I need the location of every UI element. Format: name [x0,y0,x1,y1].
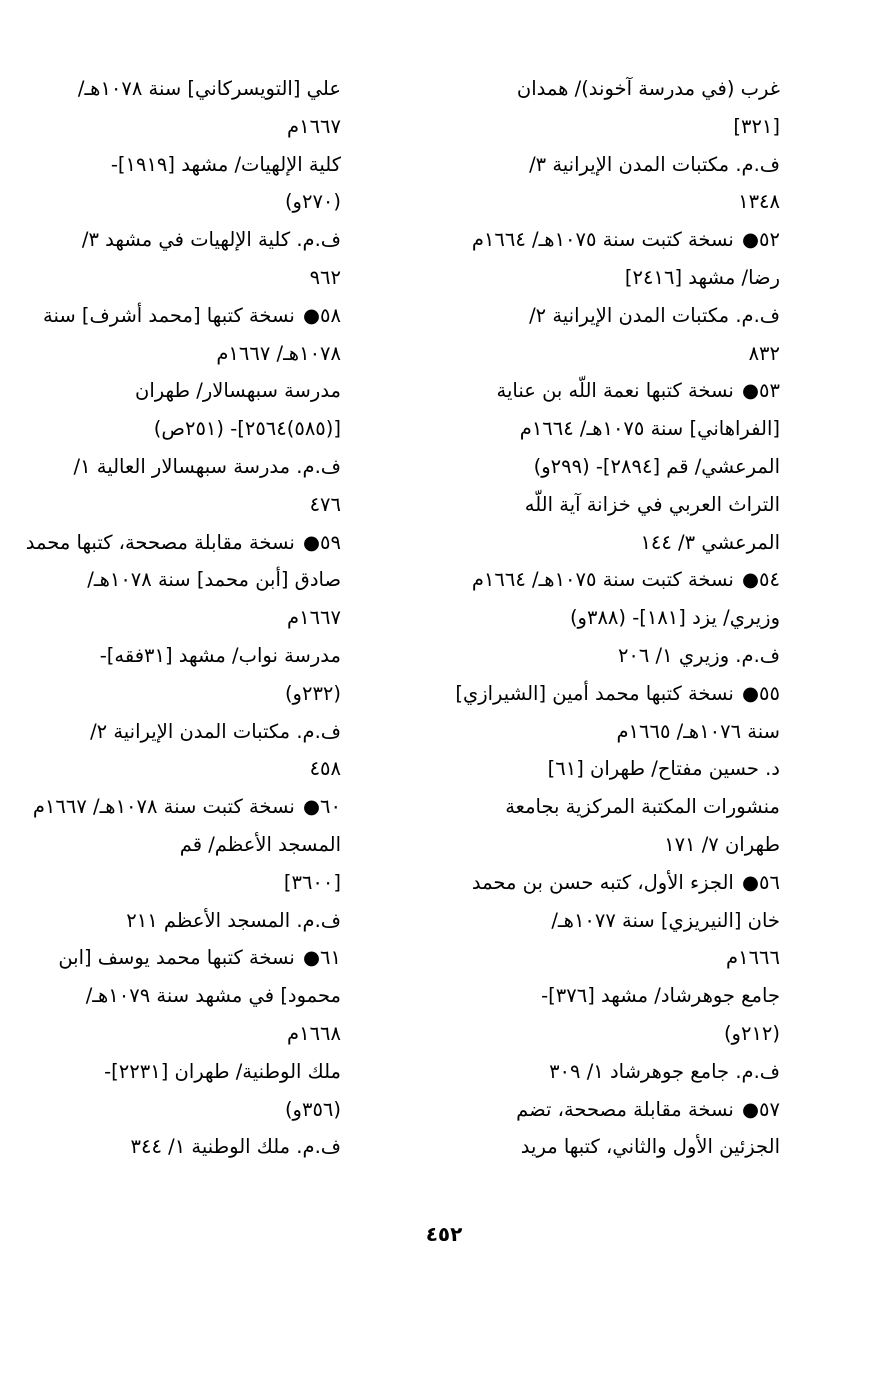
text-line [41,675,341,713]
text-line [41,410,341,448]
line-text: ١٦٦٧م [287,606,341,630]
text-line [41,1091,341,1129]
page-number: ٤٥٢ [425,1222,463,1246]
text-line [440,637,780,675]
text-line [440,902,780,940]
entry-number: ٥٦ [759,870,780,894]
entry-heading-line [440,372,780,410]
line-text: (٢٧٠و) [284,190,341,214]
text-line [440,1053,780,1091]
text-line [41,561,341,599]
entry-heading-line [41,297,341,335]
entry-text: نسخة مقابلة مصححة، تضم [516,1097,734,1121]
line-text: ١٦٦٧م [287,114,341,138]
line-text: منشورات المكتبة المركزية بجامعة [505,795,780,819]
text-line [440,826,780,864]
line-text: كلية الإلهيات/ مشهد [١٩١٩]- [110,152,341,176]
line-text: المسجد الأعظم/ قم [179,832,341,856]
entry-heading-line [25,524,341,562]
entry-text: نسخة مقابلة مصححة، كتبها محمد [25,530,295,554]
entry-heading-line [41,939,341,977]
bullet-icon: ● [303,795,321,819]
entry-text: نسخة كتبت سنة ١٠٧٥هـ/ ١٦٦٤م [471,228,734,252]
line-text: ملك الوطنية/ طهران [٢٢٣١]- [104,1059,341,1083]
text-line [440,977,780,1015]
line-text: [٣٢١] [733,114,780,138]
text-line [41,108,341,146]
line-text: محمود] في مشهد سنة ١٠٧٩هـ/ [85,984,341,1008]
bullet-icon: ● [742,1097,760,1121]
line-text: المرعشي/ قم [٢٨٩٤]- (٢٩٩و) [533,454,780,478]
entry-text: نسخة كتبها محمد يوسف [ابن [58,946,295,970]
bullet-icon: ● [303,946,321,970]
entry-text: نسخة كتبت سنة ١٠٧٥هـ/ ١٦٦٤م [471,568,734,592]
line-text: ف.م. وزيري ١/ ٢٠٦ [617,643,780,667]
entry-number: ٥٣ [759,379,780,403]
entry-number: ٥٩ [320,530,341,554]
line-text: [٣٦٠٠] [283,870,341,894]
line-text: ف.م. مكتبات المدن الإيرانية ٣/ [529,152,780,176]
text-line [440,713,780,751]
entry-number: ٥٥ [759,681,780,705]
line-text: ف.م. ملك الوطنية ١/ ٣٤٤ [130,1135,341,1159]
text-line [440,939,780,977]
text-line [440,108,780,146]
line-text: مدرسة سبهسالار/ طهران [135,379,341,403]
line-text: ١٠٧٨هـ/ ١٦٦٧م [216,341,341,365]
line-text: التراث العربي في خزانة آية اللّه [524,492,780,516]
text-line [41,902,341,940]
text-line [41,1128,341,1166]
text-line [440,70,780,108]
bullet-icon: ● [303,530,321,554]
text-line [41,750,341,788]
text-line [440,335,780,373]
line-text: [(٥٨٥)٢٥٦٤]- (٢٥١ص) [153,417,341,441]
text-line [41,486,341,524]
text-line [440,1015,780,1053]
line-text: (٢١٢و) [723,1021,780,1045]
line-text: صادق [أبن محمد] سنة ١٠٧٨هـ/ [87,568,341,592]
text-line [440,448,780,486]
entry-text: الجزء الأول، كتبه حسن بن محمد [471,870,734,894]
entry-number: ٥٨ [320,303,341,327]
line-text: ف.م. مكتبات المدن الإيرانية ٢/ [529,303,780,327]
entry-number: ٥٧ [759,1097,780,1121]
line-text: وزيري/ يزد [١٨١]- (٣٨٨و) [569,606,780,630]
line-text: غرب (في مدرسة آخوند)/ همدان [516,77,780,100]
line-text: ف.م. جامع جوهرشاد ١/ ٣٠٩ [549,1059,780,1083]
right-column [440,70,780,1166]
text-line [41,1015,341,1053]
text-line [41,713,341,751]
line-text: سنة ١٠٧٦هـ/ ١٦٦٥م [616,719,780,743]
text-line [41,977,341,1015]
text-line [440,788,780,826]
line-text: [الفراهاني] سنة ١٠٧٥هـ/ ١٦٦٤م [519,417,780,441]
line-text: ١٦٦٦م [726,946,780,970]
text-line [41,70,341,108]
entry-heading-line [440,561,780,599]
bullet-icon: ● [742,379,760,403]
bullet-icon: ● [303,303,321,327]
text-line [440,599,780,637]
entry-heading-line [440,675,780,713]
text-line [41,259,341,297]
line-text: ١٦٦٨م [287,1021,341,1045]
text-line [440,524,780,562]
entry-text: نسخة كتبها محمد أمين [الشيرازي] [455,681,734,705]
entry-number: ٦١ [320,946,341,970]
entry-number: ٦٠ [320,795,341,819]
text-line [440,410,780,448]
text-line [41,1053,341,1091]
bullet-icon: ● [742,870,760,894]
line-text: ٩٦٢ [309,265,341,289]
line-text: المرعشي ٣/ ١٤٤ [640,530,780,554]
text-line [440,183,780,221]
text-line [41,637,341,675]
text-line [440,297,780,335]
line-text: ف.م. المسجد الأعظم ٢١١ [126,908,341,932]
entry-number: ٥٤ [759,568,780,592]
bullet-icon: ● [742,228,760,252]
text-line [440,259,780,297]
line-text: ف.م. مكتبات المدن الإيرانية ٢/ [90,719,341,743]
entry-heading-line [32,788,341,826]
entry-heading-line [440,221,780,259]
entry-text: نسخة كتبها نعمة اللّه بن عناية [496,379,734,403]
line-text: مدرسة نواب/ مشهد [٣١فقه]- [99,643,341,667]
entry-text: نسخة كتبها [محمد أشرف] سنة [43,303,295,327]
text-line [440,1128,780,1166]
text-line [41,146,341,184]
text-line [41,864,341,902]
line-text: (٢٣٢و) [284,681,341,705]
text-line [41,372,341,410]
text-line [440,750,780,788]
line-text: خان [النيريزي] سنة ١٠٧٧هـ/ [551,908,780,932]
entry-text: نسخة كتبت سنة ١٠٧٨هـ/ ١٦٦٧م [32,795,295,819]
line-text: طهران ٧/ ١٧١ [664,832,780,856]
text-line [41,826,341,864]
line-text: رضا/ مشهد [٢٤١٦] [624,265,780,289]
line-text: د. حسين مفتاح/ طهران [٦١] [547,757,780,781]
line-text: ف.م. كلية الإلهيات في مشهد ٣/ [81,228,341,252]
entry-number: ٥٢ [759,228,780,252]
line-text: ف.م. مدرسة سبهسالار العالية ١/ [73,454,341,478]
entry-heading-line [440,864,780,902]
bullet-icon: ● [742,681,760,705]
text-line [41,221,341,259]
line-text: جامع جوهرشاد/ مشهد [٣٧٦]- [541,984,780,1008]
entry-heading-line [440,1091,780,1129]
text-line [41,448,341,486]
line-text: علي [التويسركاني] سنة ١٠٧٨هـ/ [77,77,341,100]
left-column [25,70,341,1166]
line-text: ١٣٤٨ [738,190,780,214]
text-line [440,146,780,184]
line-text: ٤٧٦ [309,492,341,516]
line-text: ٨٣٢ [748,341,780,365]
bullet-icon: ● [742,568,760,592]
text-line [41,183,341,221]
line-text: ٤٥٨ [309,757,341,781]
text-line [41,599,341,637]
text-line [41,335,341,373]
line-text: الجزئين الأول والثاني، كتبها مريد [520,1135,780,1159]
line-text: (٣٥٦و) [284,1097,341,1121]
text-line [440,486,780,524]
